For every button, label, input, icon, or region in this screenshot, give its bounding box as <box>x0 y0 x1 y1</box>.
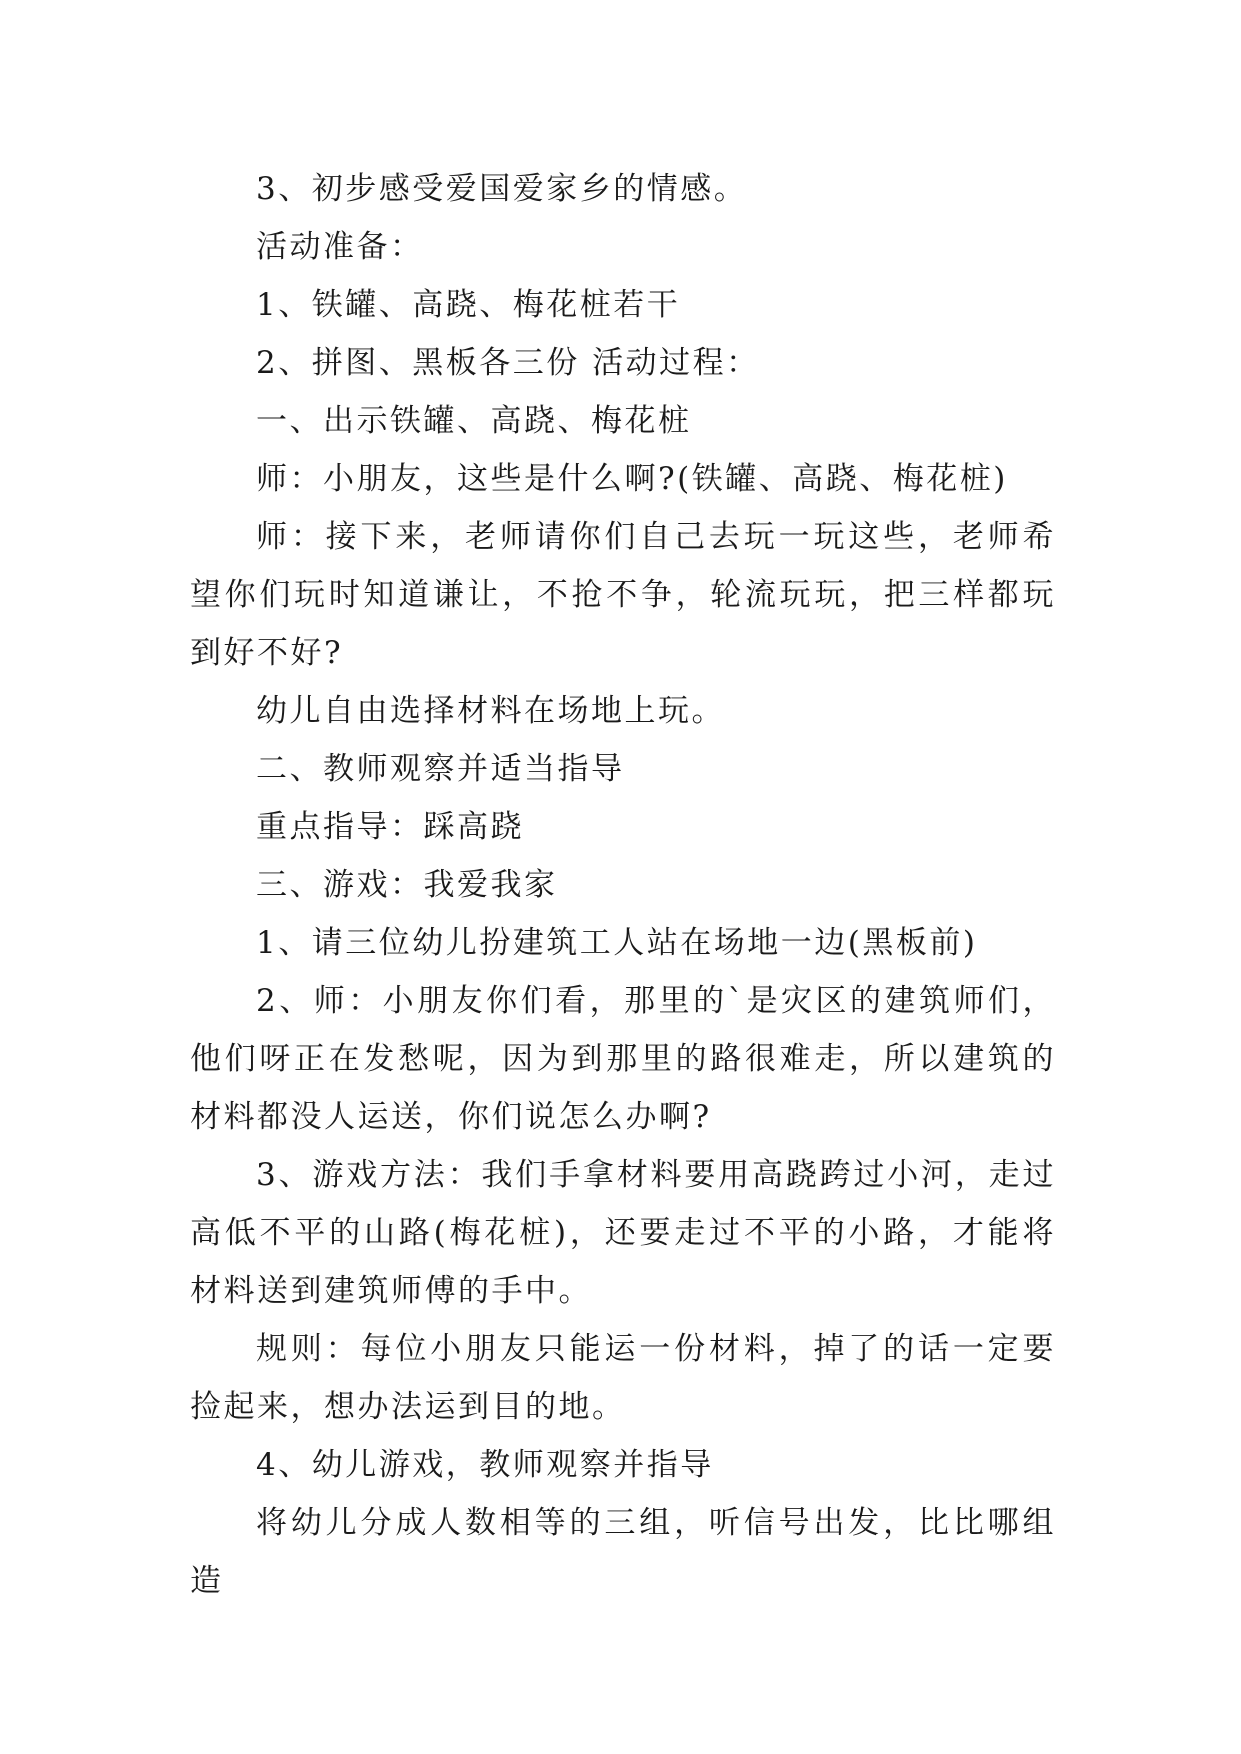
paragraph-step-2: 二、教师观察并适当指导 <box>256 751 625 787</box>
paragraph-preparation-1: 1、铁罐、高跷、梅花桩若干 <box>256 287 681 323</box>
paragraph-key-guidance: 重点指导：踩高跷 <box>256 809 524 845</box>
paragraph-teacher-question: 师：小朋友，这些是什么啊?(铁罐、高跷、梅花桩) <box>256 461 1008 497</box>
paragraph-game-4: 4、幼儿游戏，教师观察并指导 <box>256 1447 714 1483</box>
paragraph-grouping: 将幼儿分成人数相等的三组，听信号出发，比比哪组造 <box>190 1505 1056 1599</box>
paragraph-game-1: 1、请三位幼儿扮建筑工人站在场地一边(黑板前) <box>256 925 978 961</box>
paragraph-step-3: 三、游戏：我爱我家 <box>256 867 558 903</box>
document-body <box>190 160 1056 1610</box>
paragraph-preparation-heading: 活动准备： <box>256 229 424 265</box>
paragraph-teacher-instruction: 师：接下来，老师请你们自己去玩一玩这些，老师希望你们玩时知道谦让，不抢不争，轮流玩玩，把三样都玩到好不好? <box>190 519 1056 671</box>
paragraph-step-1: 一、出示铁罐、高跷、梅花桩 <box>256 403 692 439</box>
paragraph-rules: 规则：每位小朋友只能运一份材料，掉了的话一定要捡起来，想办法运到目的地。 <box>190 1331 1056 1425</box>
paragraph-goal-3: 3、初步感受爱国爱家乡的情感。 <box>256 171 748 207</box>
paragraph-game-2: 2、师：小朋友你们看，那里的`是灾区的建筑师们，他们呀正在发愁呢，因为到那里的路很难走，所以建筑的材料都没人运送，你们说怎么办啊? <box>190 983 1056 1135</box>
paragraph-preparation-2: 2、拼图、黑板各三份 活动过程： <box>256 345 760 381</box>
paragraph-game-method: 3、游戏方法：我们手拿材料要用高跷跨过小河，走过高低不平的山路(梅花桩)，还要走过不平的小路，才能将材料送到建筑师傅的手中。 <box>190 1157 1056 1309</box>
paragraph-free-play: 幼儿自由选择材料在场地上玩。 <box>256 693 725 729</box>
